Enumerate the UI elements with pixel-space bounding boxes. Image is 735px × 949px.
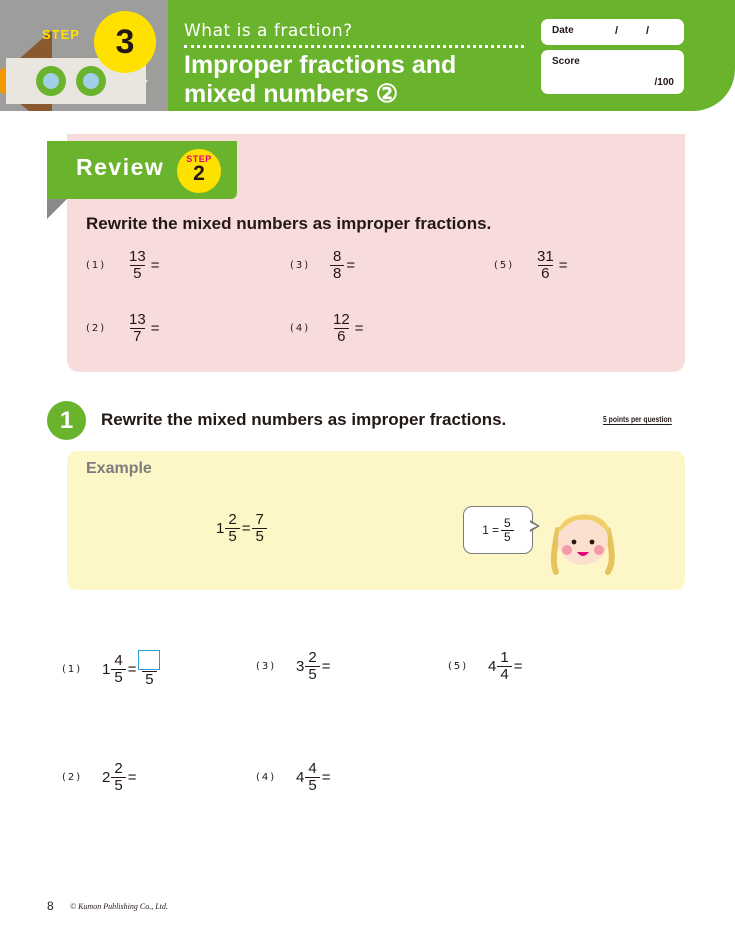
speech-bubble-tail	[529, 522, 537, 530]
page-subtitle: What is a fraction?	[184, 21, 353, 41]
fraction: $\frac{7}{5}$	[252, 512, 266, 545]
problem-number: (5)	[448, 661, 469, 672]
problem-number: (2)	[62, 772, 83, 783]
copyright: © Kumon Publishing Co., Ltd.	[70, 902, 168, 911]
fraction: $\frac{4}{5}$	[305, 761, 319, 794]
fraction: $\frac{13}{7}$	[129, 311, 146, 345]
review-step-badge	[177, 149, 221, 193]
review-instruction: Rewrite the mixed numbers as improper fractions.	[86, 214, 492, 233]
review-tab-fold	[47, 199, 67, 219]
question-problem[interactable]: (1) 1 $\frac{4}{5}$ = 5	[62, 650, 160, 688]
rocket-window-icon	[76, 66, 106, 96]
points-note: 5 points per question	[603, 415, 672, 424]
problem-number: (1)	[62, 663, 83, 675]
score-max: /100	[654, 77, 674, 88]
date-separator: /	[646, 25, 650, 37]
question-problem[interactable]: (5) 4 $\frac{1}{4}$ =	[448, 649, 523, 683]
answer-input-box[interactable]	[138, 650, 160, 670]
review-step-label: STEP	[186, 154, 212, 164]
review-label: Review	[76, 154, 165, 180]
review-problem[interactable]: (4) $\frac{12}{6}$ =	[290, 311, 364, 345]
problem-number: (4)	[290, 323, 311, 334]
problem-number: (3)	[290, 260, 311, 271]
question-problem[interactable]: (2) 2 $\frac{2}{5}$ =	[62, 760, 137, 794]
problem-number: (4)	[256, 772, 277, 783]
problem-number: (1)	[86, 260, 107, 271]
problem-number: (3)	[256, 661, 277, 672]
problem-number: (2)	[86, 323, 107, 334]
girl-character-icon	[546, 500, 622, 576]
fraction: $\frac{1}{4}$	[497, 650, 511, 683]
score-field[interactable]	[541, 50, 684, 94]
fraction: $\frac{13}{5}$	[129, 248, 146, 282]
review-problem[interactable]: (1) $\frac{13}{5}$ =	[86, 248, 160, 282]
page-number: 8	[47, 899, 54, 913]
question-problem[interactable]: (3) 3 $\frac{2}{5}$ =	[256, 649, 331, 683]
fraction: $\frac{2}{5}$	[111, 761, 125, 794]
dotted-divider	[184, 45, 524, 48]
answer-fraction: 5	[138, 650, 160, 688]
fraction: $\frac{4}{5}$	[111, 653, 125, 686]
step-number: 3	[94, 11, 156, 73]
fraction: $\frac{8}{8}$	[330, 249, 344, 282]
fraction: $\frac{5}{5}$	[501, 517, 514, 544]
hint-speech-bubble: 1 = $\frac{5}{5}$	[463, 506, 533, 554]
step-label: STEP	[42, 27, 80, 42]
date-field[interactable]	[541, 19, 684, 45]
example-label: Example	[86, 460, 152, 477]
fraction: $\frac{2}{5}$	[225, 512, 239, 545]
rocket-illustration	[0, 0, 168, 111]
review-problem[interactable]: (2) $\frac{13}{7}$ =	[86, 311, 160, 345]
date-separator: /	[615, 25, 619, 37]
review-step-number: 2	[193, 162, 205, 185]
rocket-window-icon	[36, 66, 66, 96]
question-number: 1	[47, 401, 86, 440]
question-problem[interactable]: (4) 4 $\frac{4}{5}$ =	[256, 760, 331, 794]
score-label: Score	[552, 56, 580, 67]
review-problem[interactable]: (3) $\frac{8}{8}$ =	[290, 248, 356, 282]
page-title: Improper fractions and mixed numbers ②	[184, 51, 457, 108]
review-problem[interactable]: (5) $\frac{31}{6}$ =	[494, 248, 568, 282]
problem-number: (5)	[494, 260, 515, 271]
date-label: Date	[552, 25, 574, 36]
example-equation: 1 $\frac{2}{5}$ = $\frac{7}{5}$	[216, 512, 267, 545]
fraction: $\frac{31}{6}$	[537, 248, 554, 282]
fraction: $\frac{12}{6}$	[333, 311, 350, 345]
fraction: $\frac{2}{5}$	[305, 650, 319, 683]
question-instruction: Rewrite the mixed numbers as improper fractions.	[101, 410, 507, 429]
